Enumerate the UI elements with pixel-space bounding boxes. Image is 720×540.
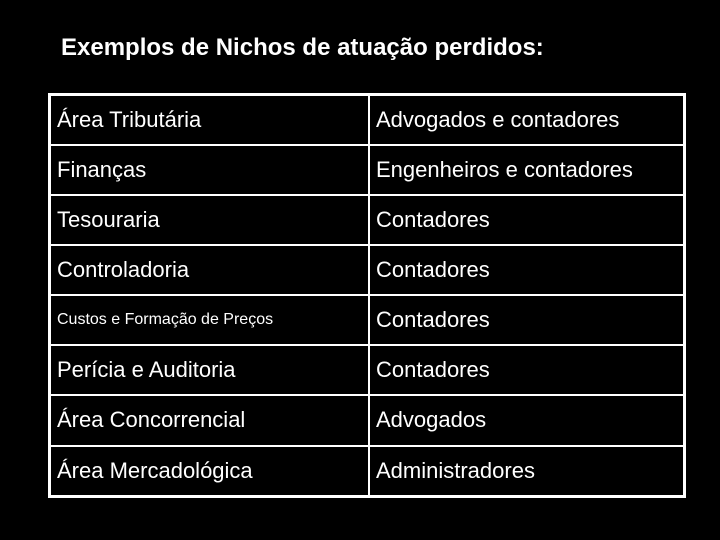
area-cell: Controladoria — [50, 245, 370, 295]
table-row — [50, 95, 685, 146]
professionals-cell: Engenheiros e contadores — [369, 145, 685, 195]
professionals-cell: Contadores — [369, 345, 685, 395]
professionals-cell: Contadores — [369, 245, 685, 295]
table-row — [50, 345, 685, 395]
table-row — [50, 295, 685, 345]
slide-title: Exemplos de Nichos de atuação perdidos: — [61, 34, 544, 61]
area-cell: Área Concorrencial — [50, 395, 370, 445]
area-cell: Perícia e Auditoria — [50, 345, 370, 395]
table-row — [50, 245, 685, 295]
area-cell: Tesouraria — [50, 195, 370, 245]
table-row — [50, 195, 685, 245]
professionals-cell: Contadores — [369, 295, 685, 345]
professionals-cell: Advogados — [369, 395, 685, 445]
area-cell: Área Mercadológica — [50, 446, 370, 497]
table-row — [50, 446, 685, 497]
professionals-cell: Advogados e contadores — [369, 95, 685, 146]
niches-table — [48, 93, 686, 498]
area-cell: Área Tributária — [50, 95, 370, 146]
table-row — [50, 395, 685, 445]
table-row — [50, 145, 685, 195]
area-cell: Custos e Formação de Preços — [50, 295, 370, 345]
professionals-cell: Contadores — [369, 195, 685, 245]
area-cell: Finanças — [50, 145, 370, 195]
professionals-cell: Administradores — [369, 446, 685, 497]
